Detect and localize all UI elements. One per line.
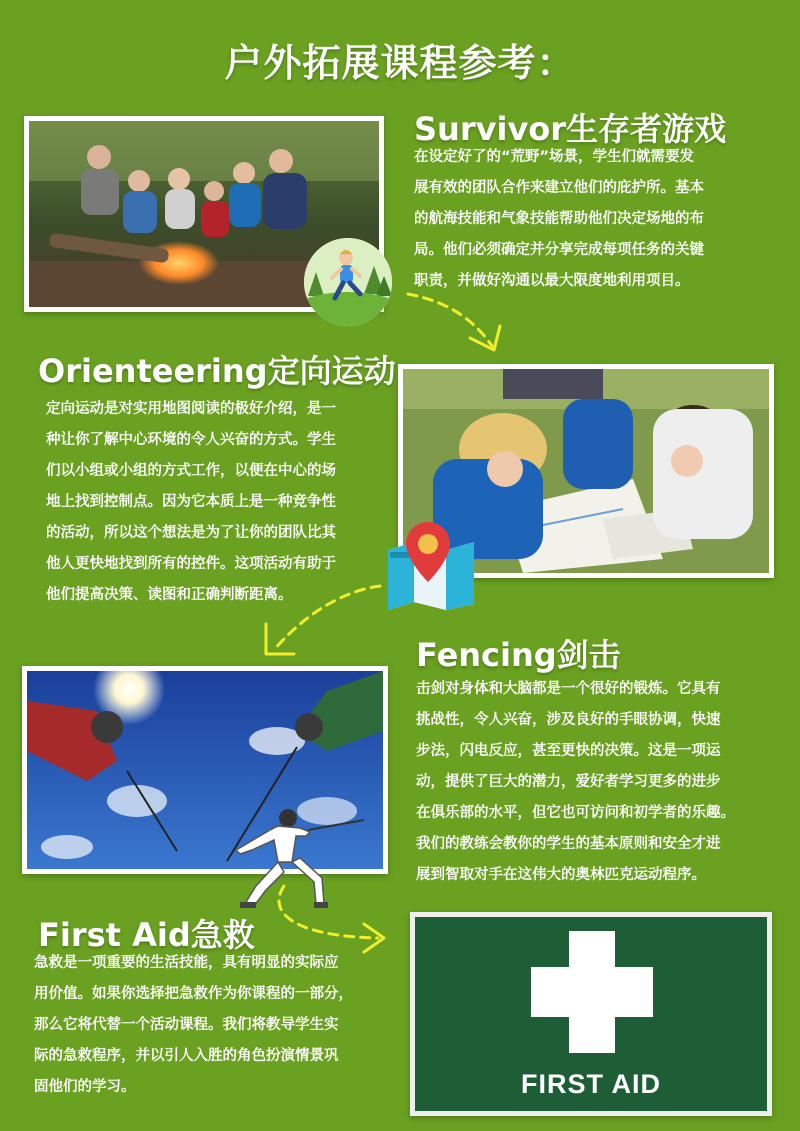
fencing-text xyxy=(416,674,792,891)
text-line: 种让你了解中心环境的令人兴奋的方式。学生 xyxy=(46,432,336,448)
first-aid-text xyxy=(34,948,406,1103)
text-line: 在设定好了的“荒野”场景，学生们就需要发 xyxy=(414,149,695,165)
text-line: 际的急救程序，并以引人入胜的角色扮演情景巩 xyxy=(34,1048,339,1064)
survivor-heading: Survivor生存者游戏 xyxy=(414,110,727,148)
dashed-arrow-1 xyxy=(400,286,520,366)
text-line: 固他们的学习。 xyxy=(34,1079,136,1095)
text-line: 们以小组或小组的方式工作，以便在中心的场 xyxy=(46,463,336,479)
orienteering-text xyxy=(46,394,386,611)
text-line: 挑战性，令人兴奋，涉及良好的手眼协调，快速 xyxy=(416,712,721,728)
text-line: 的活动，所以这个想法是为了让你的团队比其 xyxy=(46,525,336,541)
text-line: 步法，闪电反应，甚至更快的决策。这是一项运 xyxy=(416,743,721,759)
text-line: 局。他们必须确定并分享完成每项任务的关键 xyxy=(414,242,704,258)
dashed-arrow-2 xyxy=(248,580,388,670)
first-aid-heading: First Aid急救 xyxy=(38,916,255,954)
text-line: 用价值。如果你选择把急救作为你课程的一部分， xyxy=(34,986,353,1002)
text-line: 展有效的团队合作来建立他们的庇护所。基本 xyxy=(414,180,704,196)
runner-icon xyxy=(302,236,394,328)
text-line: 展到智取对手在这伟大的奥林匹克运动程序。 xyxy=(416,867,706,883)
text-line: 动，提供了巨大的潜力，爱好者学习更多的进步 xyxy=(416,774,721,790)
text-line: 地上找到控制点。因为它本质上是一种竞争性 xyxy=(46,494,336,510)
text-line: 职责，并做好沟通以最大限度地利用项目。 xyxy=(414,273,690,289)
text-line: 那么它将代替一个活动课程。我们将教导学生实 xyxy=(34,1017,339,1033)
text-line: 急救是一项重要的生活技能，具有明显的实际应 xyxy=(34,955,339,971)
text-line: 在俱乐部的水平，但它也可访问和初学者的乐趣。 xyxy=(416,805,735,821)
text-line: 的航海技能和气象技能帮助他们决定场地的布 xyxy=(414,211,704,227)
first-aid-sign xyxy=(410,912,772,1116)
text-line: 定向运动是对实用地图阅读的极好介绍，是一 xyxy=(46,401,336,417)
fencing-heading: Fencing剑击 xyxy=(416,636,621,674)
first-aid-sign-label: FIRST AID xyxy=(521,1069,661,1099)
text-line: 他们提高决策、读图和正确判断距离。 xyxy=(46,587,293,603)
survivor-text xyxy=(414,142,786,297)
text-line: 他人更快地找到所有的控件。这项活动有助于 xyxy=(46,556,336,572)
orienteering-heading: Orienteering定向运动 xyxy=(38,352,396,390)
map-pin-icon xyxy=(382,516,480,612)
text-line: 击剑对身体和大脑都是一个很好的锻炼。它具有 xyxy=(416,681,721,697)
page-title: 户外拓展课程参考： xyxy=(224,41,576,85)
text-line: 我们的教练会教你的学生的基本原则和安全才进 xyxy=(416,836,721,852)
